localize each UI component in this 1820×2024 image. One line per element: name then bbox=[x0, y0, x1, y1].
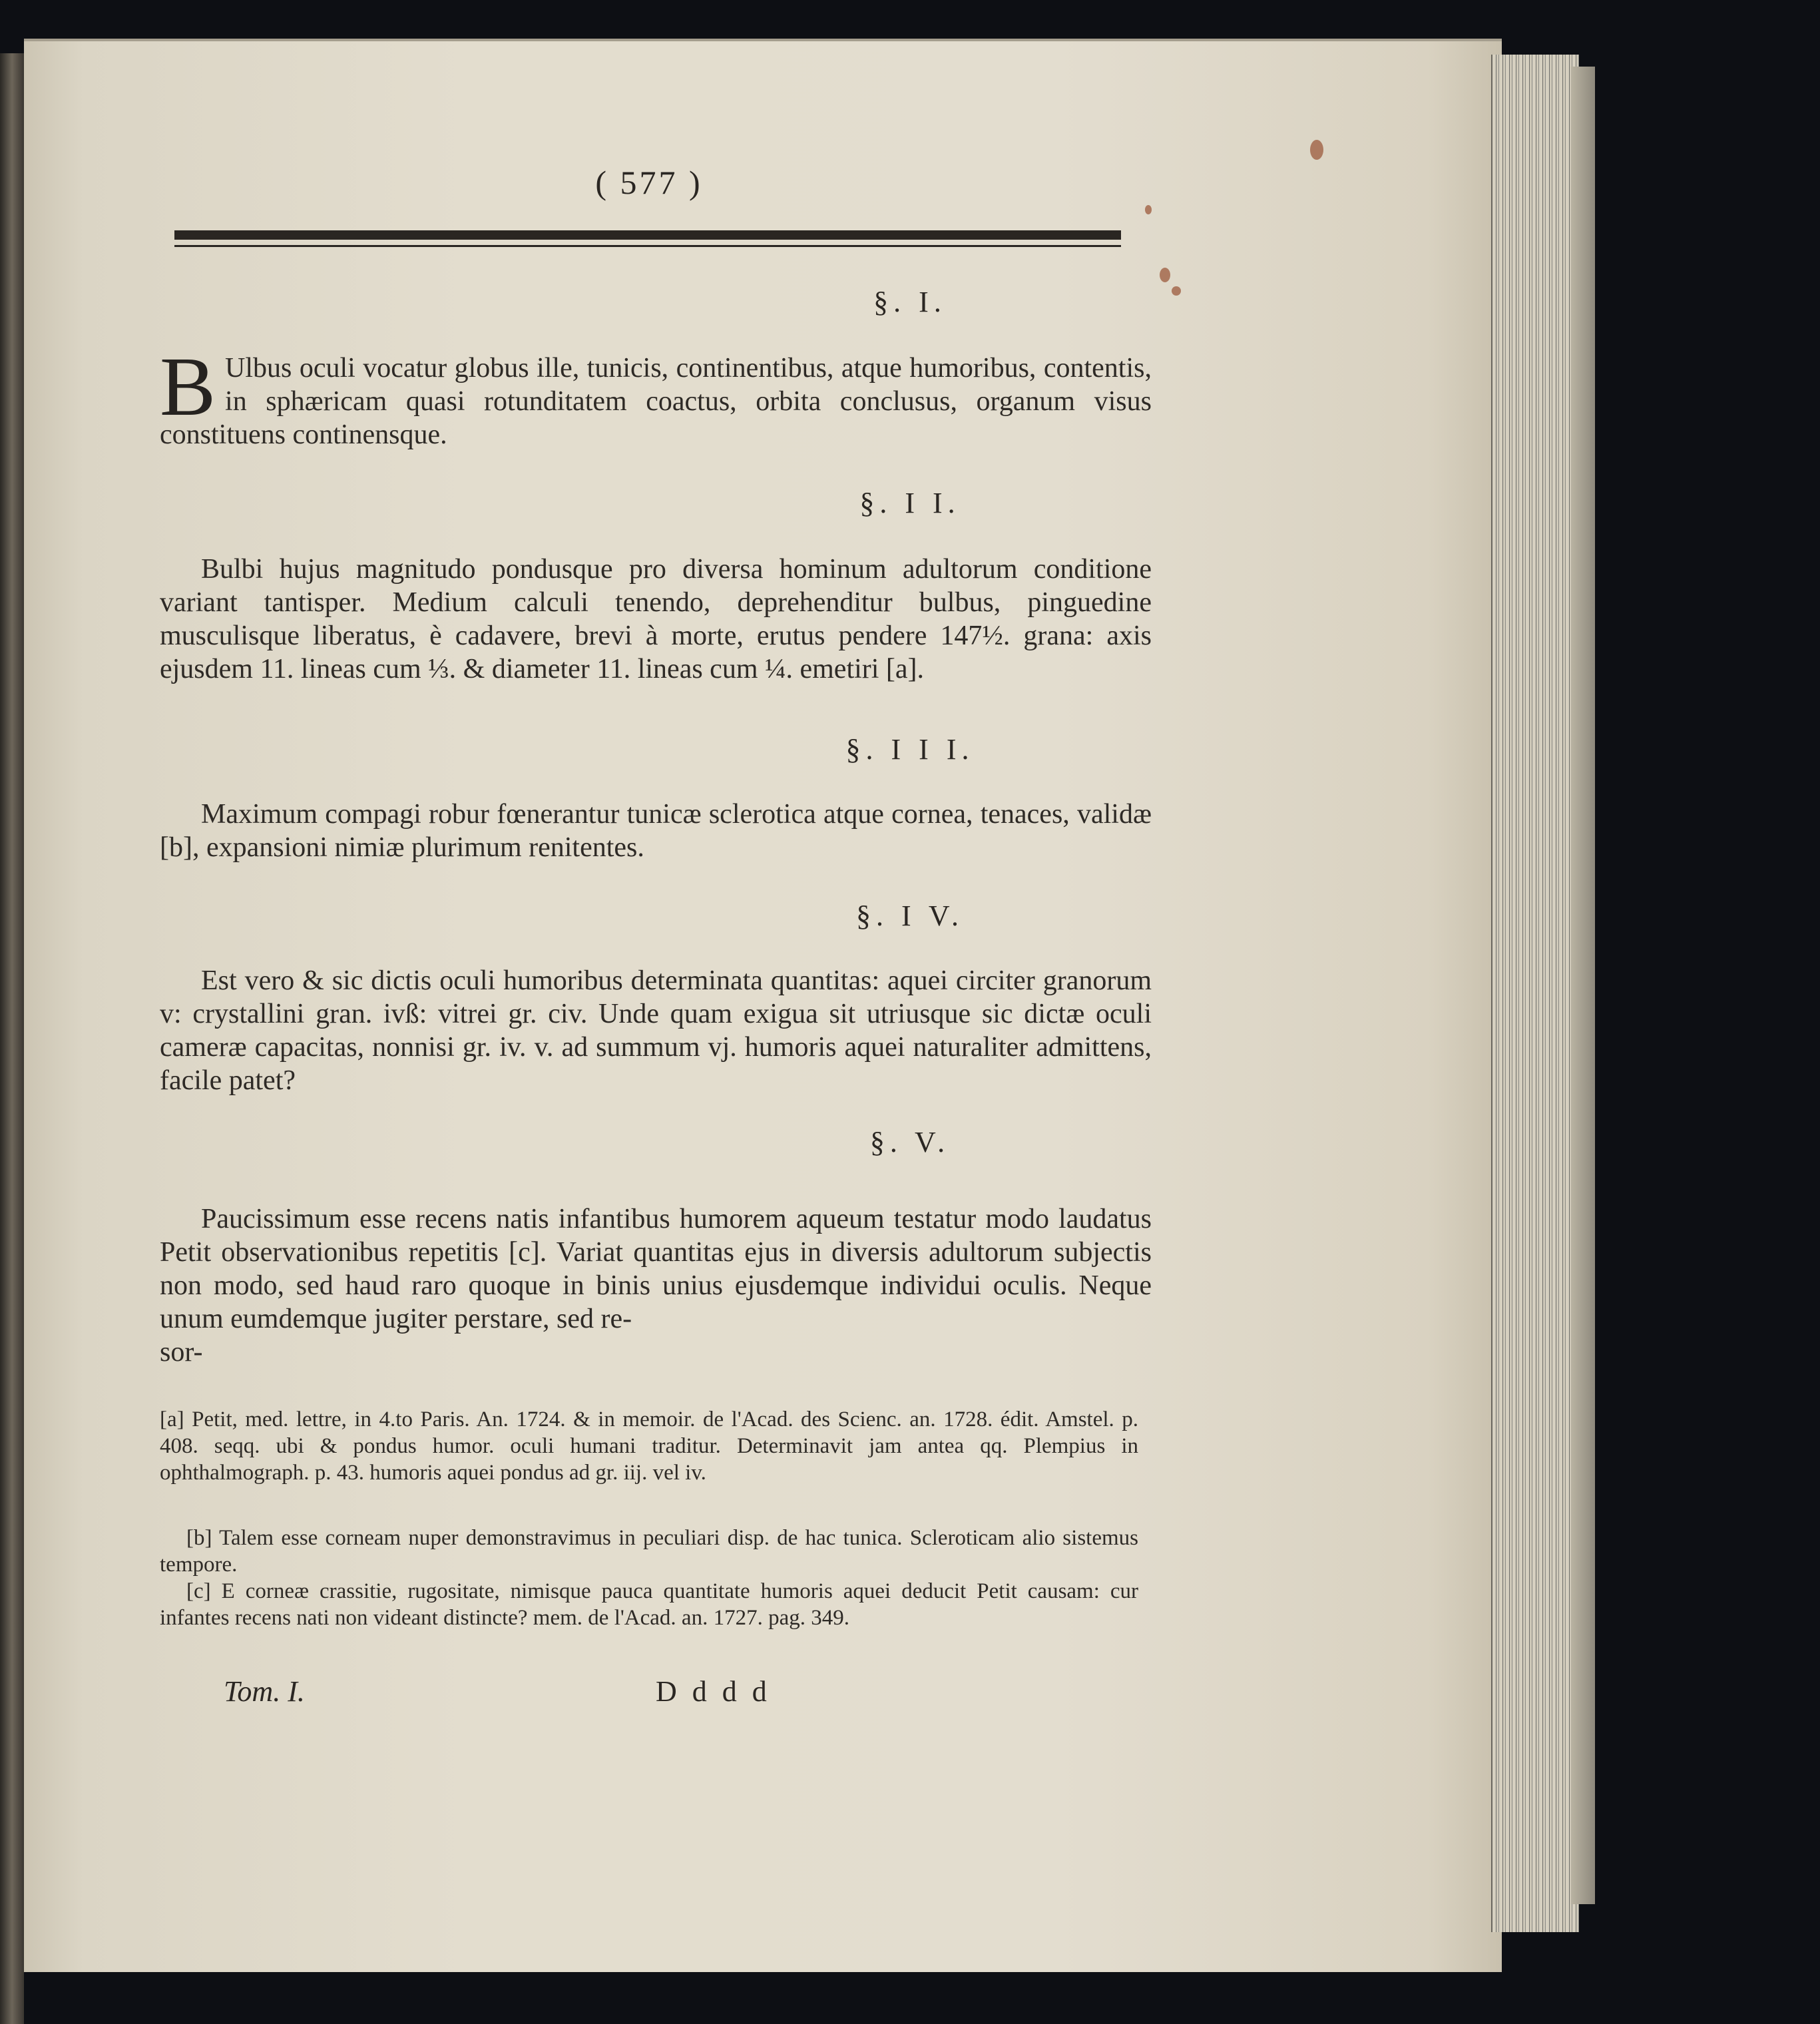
page-stack-shadow bbox=[1571, 67, 1595, 1904]
head-rule-thin bbox=[174, 245, 1121, 247]
paragraph-text: Est vero & sic dictis oculi humoribus determinata quantitas: aquei circiter granorum v: crystallini gran. ivß: vitrei gr. civ. Unde quam exigua sit utriusque sic dictæ oculi cameræ capacitas, nonnisi gr. iv. v. ad summum vj. humoris aquei naturaliter admittens, facile patet? bbox=[160, 965, 1152, 1096]
section-heading: §. V. bbox=[869, 1126, 951, 1158]
head-rule bbox=[174, 230, 1121, 240]
volume-signature: Tom. I. bbox=[224, 1675, 305, 1708]
drop-cap: B bbox=[160, 341, 216, 433]
page-number-head: ( 577 ) bbox=[595, 164, 703, 201]
footnote-c: [c] E corneæ crassitie, rugositate, nimisque pauca quantitate humoris aquei deducit Petit causam: cur infantes recens nati non videant distincte? mem. de l'Acad. an. 1727. pag. 349. bbox=[160, 1579, 1138, 1630]
previous-page-edge bbox=[0, 53, 24, 2024]
page-stack-edges bbox=[1491, 55, 1579, 1932]
section-heading: §. I I I. bbox=[845, 733, 975, 766]
section-body bbox=[160, 1202, 1152, 1369]
section-body bbox=[160, 964, 1152, 1097]
paragraph-text: Maximum compagi robur fœnerantur tunicæ sclerotica atque cornea, tenaces, validæ [b], expansioni nimiæ plurimum renitentes. bbox=[160, 799, 1152, 863]
section-body bbox=[160, 341, 1152, 451]
section-body bbox=[160, 553, 1152, 686]
section-body bbox=[160, 798, 1152, 864]
footnote-b: [b] Talem esse corneam nuper demonstravimus in peculiari disp. de hac tunica. Scleroticam alio sistemus tempore. bbox=[160, 1526, 1138, 1577]
section-heading: §. I. bbox=[873, 286, 947, 318]
paragraph-text: Paucissimum esse recens natis infantibus humorem aqueum testatur modo laudatus Petit observationibus repetitis [c]. Variat quantitas ejus in diversis adultorum subjectis non modo, sed haud raro quoque in binis unius ejusdemque individui oculis. Neque unum eumdemque jugiter perstare, sed re- bbox=[160, 1204, 1152, 1334]
section-heading: §. I I. bbox=[859, 487, 961, 519]
footnote-a: [a] Petit, med. lettre, in 4.to Paris. An. 1724. & in memoir. de l'Acad. des Scienc. an. 1728. édit. Amstel. p. 408. seqq. ubi & pondus humor. oculi humani traditur. Determinavit jam antea qq. Plempius in ophthalmograph. p. 43. humoris aquei pondus ad gr. iij. vel iv. bbox=[160, 1407, 1138, 1485]
paragraph-text: Ulbus oculi vocatur globus ille, tunicis, continentibus, atque humoribus, contentis, in sphæricam quasi rotunditatem coactus, orbita conclusus, organum visus constituens continensque. bbox=[160, 353, 1152, 450]
paragraph-text: Bulbi hujus magnitudo pondusque pro diversa hominum adultorum conditione variant tantisper. Medium calculi tenendo, deprehenditur bulbus, pinguedine musculisque liberatus, è cadavere, brevi à morte, erutus pendere 147½. grana: axis ejusdem 11. lineas cum ⅓. & diameter 11. lineas cum ¼. emetiri [a]. bbox=[160, 554, 1152, 684]
paper-stain bbox=[1160, 268, 1170, 282]
gathering-signature: D d d d bbox=[656, 1675, 771, 1708]
paper-stain bbox=[1145, 205, 1152, 214]
catchword: sor- bbox=[160, 1337, 203, 1368]
paper-stain bbox=[1310, 140, 1323, 160]
section-heading: §. I V. bbox=[856, 899, 964, 932]
